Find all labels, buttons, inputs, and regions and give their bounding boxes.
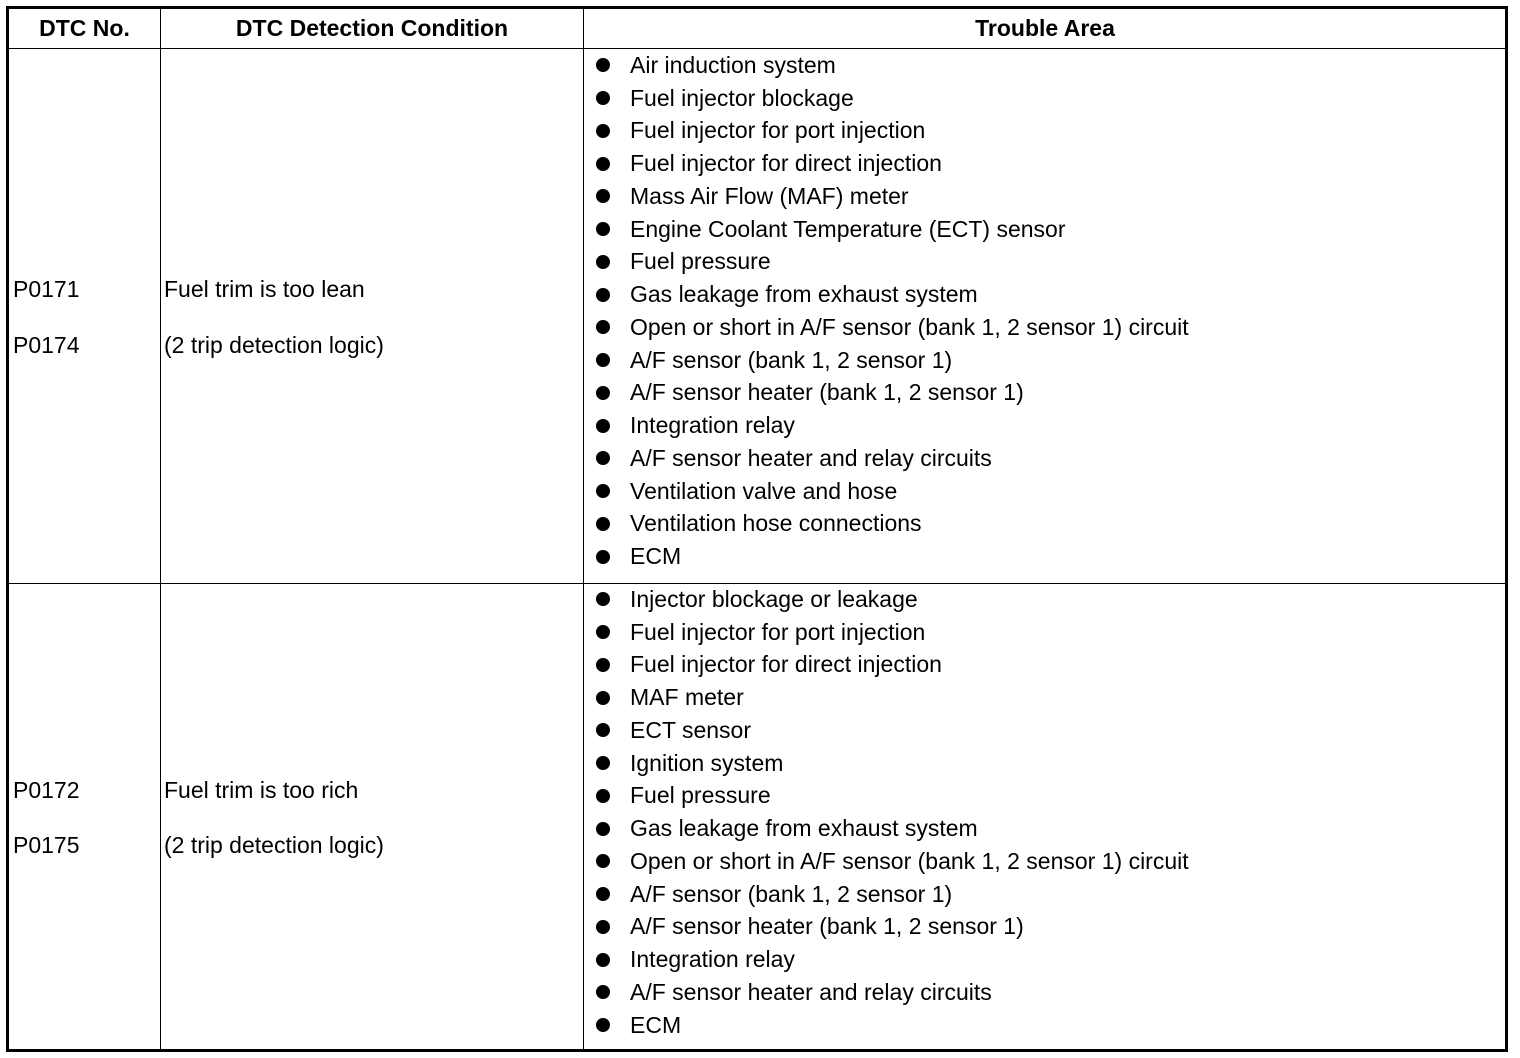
trouble-area-item <box>596 1009 1189 1042</box>
trouble-area-item <box>596 943 1189 976</box>
bullet-icon <box>596 854 610 868</box>
trouble-area-text: A/F sensor heater and relay circuits <box>630 444 992 471</box>
trouble-area-text: Ventilation valve and hose <box>630 477 898 504</box>
bullet-icon <box>596 157 610 171</box>
bullet-icon <box>596 822 610 836</box>
column-divider <box>583 9 584 1049</box>
trouble-area-item <box>596 311 1189 344</box>
bullet-icon <box>596 625 610 639</box>
trouble-area-item <box>596 976 1189 1009</box>
trouble-area-text: ECM <box>630 1011 682 1038</box>
trouble-area-item <box>596 246 1189 279</box>
trouble-area-text: Mass Air Flow (MAF) meter <box>630 182 909 209</box>
bullet-icon <box>596 484 610 498</box>
bullet-icon <box>596 756 610 770</box>
trouble-area-text: A/F sensor (bank 1, 2 sensor 1) <box>630 880 953 907</box>
bullet-icon <box>596 58 610 72</box>
trouble-area-text: ECT sensor <box>630 716 752 743</box>
trouble-area-text: Fuel injector for direct injection <box>630 651 942 678</box>
trouble-area-text: Fuel injector for direct injection <box>630 150 942 177</box>
bullet-icon <box>596 953 610 967</box>
detection-logic: (2 trip detection logic) <box>164 832 384 858</box>
trouble-area-item <box>596 878 1189 911</box>
trouble-area-text: Gas leakage from exhaust system <box>630 281 978 308</box>
trouble-area-item <box>596 377 1189 410</box>
bullet-icon <box>596 985 610 999</box>
dtc-code: P0171 <box>13 276 80 302</box>
trouble-area-item <box>596 714 1189 747</box>
trouble-area-item <box>596 278 1189 311</box>
trouble-area-text: A/F sensor (bank 1, 2 sensor 1) <box>630 346 953 373</box>
trouble-area-text: Integration relay <box>630 412 795 439</box>
trouble-area-text: ECM <box>630 543 682 570</box>
dtc-code: P0174 <box>13 332 80 358</box>
bullet-icon <box>596 255 610 269</box>
detection-condition: Fuel trim is too lean <box>164 276 365 302</box>
trouble-area-item <box>596 115 1189 148</box>
trouble-area-text: Fuel injector for port injection <box>630 618 926 645</box>
bullet-icon <box>596 124 610 138</box>
trouble-area-item <box>596 911 1189 944</box>
trouble-area-item <box>596 747 1189 780</box>
bullet-icon <box>596 1018 610 1032</box>
trouble-area-item <box>596 681 1189 714</box>
bullet-icon <box>596 222 610 236</box>
trouble-area-text: MAF meter <box>630 684 744 711</box>
trouble-area-text: A/F sensor heater and relay circuits <box>630 978 992 1005</box>
trouble-area-item <box>596 508 1189 541</box>
trouble-area-text: Fuel injector blockage <box>630 84 854 111</box>
bullet-icon <box>596 419 610 433</box>
trouble-area-item <box>596 780 1189 813</box>
trouble-area-item <box>596 147 1189 180</box>
trouble-area-item <box>596 540 1189 573</box>
trouble-area-text: Engine Coolant Temperature (ECT) sensor <box>630 215 1066 242</box>
trouble-area-text: A/F sensor heater (bank 1, 2 sensor 1) <box>630 379 1024 406</box>
dtc-code: P0172 <box>13 777 80 803</box>
trouble-area-text: Fuel injector for port injection <box>630 117 926 144</box>
trouble-area-item <box>596 82 1189 115</box>
header-dtc-no: DTC No. <box>39 15 130 41</box>
trouble-area-item <box>596 616 1189 649</box>
trouble-area-list <box>596 49 1189 573</box>
trouble-area-item <box>596 649 1189 682</box>
trouble-area-text: Ignition system <box>630 749 784 776</box>
bullet-icon <box>596 91 610 105</box>
bullet-icon <box>596 789 610 803</box>
trouble-area-text: Injector blockage or leakage <box>630 585 918 612</box>
bullet-icon <box>596 386 610 400</box>
trouble-area-item <box>596 475 1189 508</box>
dtc-code: P0175 <box>13 832 80 858</box>
bullet-icon <box>596 887 610 901</box>
trouble-area-list <box>596 583 1189 1042</box>
trouble-area-item <box>596 344 1189 377</box>
column-divider <box>160 9 161 1049</box>
trouble-area-item <box>596 812 1189 845</box>
trouble-area-item <box>596 845 1189 878</box>
bullet-icon <box>596 658 610 672</box>
trouble-area-text: Fuel pressure <box>630 248 771 275</box>
bullet-icon <box>596 517 610 531</box>
bullet-icon <box>596 189 610 203</box>
trouble-area-text: A/F sensor heater (bank 1, 2 sensor 1) <box>630 913 1024 940</box>
trouble-area-text: Gas leakage from exhaust system <box>630 815 978 842</box>
header-trouble-area: Trouble Area <box>975 15 1115 41</box>
trouble-area-item <box>596 409 1189 442</box>
detection-logic: (2 trip detection logic) <box>164 332 384 358</box>
bullet-icon <box>596 920 610 934</box>
header-detection-condition: DTC Detection Condition <box>235 15 509 41</box>
trouble-area-text: Ventilation hose connections <box>630 510 922 537</box>
trouble-area-item <box>596 442 1189 475</box>
trouble-area-text: Integration relay <box>630 946 795 973</box>
bullet-icon <box>596 288 610 302</box>
trouble-area-item <box>596 583 1189 616</box>
bullet-icon <box>596 550 610 564</box>
trouble-area-text: Open or short in A/F sensor (bank 1, 2 sensor 1) circuit <box>630 847 1189 874</box>
trouble-area-text: Open or short in A/F sensor (bank 1, 2 sensor 1) circuit <box>630 313 1189 340</box>
trouble-area-text: Air induction system <box>630 51 836 78</box>
bullet-icon <box>596 723 610 737</box>
trouble-area-text: Fuel pressure <box>630 782 771 809</box>
bullet-icon <box>596 320 610 334</box>
bullet-icon <box>596 451 610 465</box>
bullet-icon <box>596 691 610 705</box>
bullet-icon <box>596 353 610 367</box>
trouble-area-item <box>596 180 1189 213</box>
trouble-area-item <box>596 49 1189 82</box>
detection-condition: Fuel trim is too rich <box>164 777 359 803</box>
trouble-area-item <box>596 213 1189 246</box>
bullet-icon <box>596 592 610 606</box>
